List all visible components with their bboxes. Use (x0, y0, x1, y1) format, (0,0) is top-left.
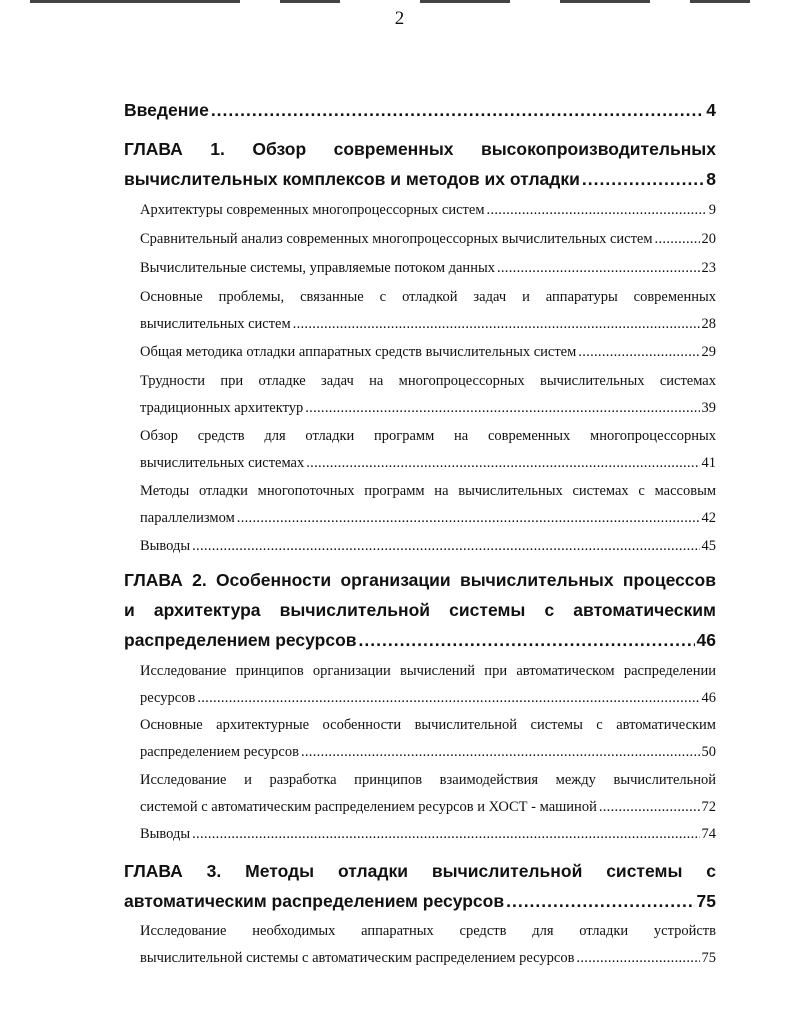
subentry-page: 74 (701, 826, 716, 842)
toc-chapter-3[interactable] (124, 856, 716, 916)
subentry-page: 9 (708, 202, 716, 218)
subentry-page: 28 (701, 316, 716, 332)
page-number: 2 (394, 8, 405, 29)
toc-entry-page: 46 (696, 630, 716, 650)
leader-dots (599, 794, 700, 821)
toc-entry-intro[interactable] (124, 95, 716, 125)
toc-subentry[interactable] (140, 918, 716, 972)
leader-dots (487, 197, 707, 224)
leader-dots (237, 505, 700, 532)
chapter-title-line: вычислительных комплексов и методов их отладки (124, 169, 580, 189)
leader-dots (576, 945, 699, 972)
scan-edge-mark (30, 0, 240, 3)
toc-subentry[interactable] (140, 658, 716, 712)
toc-entry-title: Введение (124, 100, 209, 120)
subentry-title: Сравнительный анализ современных многопроцессорных вычислительных систем (140, 231, 653, 247)
toc-subentry[interactable] (140, 226, 716, 253)
subentry-title: системой с автоматическим распределением ресурсов и ХОСТ - машиной (140, 799, 597, 815)
toc-subentry[interactable] (140, 478, 716, 532)
subentry-title-line: Основные архитектурные особенности вычислительной системы с автоматическим (140, 717, 716, 733)
chapter-title-line: распределением ресурсов (124, 630, 357, 650)
toc-subentry[interactable] (140, 712, 716, 766)
toc-subentry[interactable] (140, 339, 716, 366)
leader-dots (192, 533, 699, 560)
leader-dots (197, 685, 699, 712)
leader-dots (211, 95, 704, 125)
leader-dots (582, 164, 704, 194)
subentry-title: ресурсов (140, 690, 196, 706)
toc-entry-page: 4 (706, 100, 716, 120)
leader-dots (655, 226, 700, 253)
leader-dots (306, 450, 699, 477)
subentry-page: 20 (701, 231, 716, 247)
toc-chapter-2[interactable] (124, 565, 716, 655)
subentry-title-line: Трудности при отладке задач на многопроцессорных вычислительных системах (140, 373, 716, 389)
leader-dots (301, 739, 700, 766)
subentry-title: Выводы (140, 538, 191, 554)
chapter-title-line: и архитектура вычислительной системы с автоматическим (124, 600, 716, 620)
subentry-page: 72 (701, 799, 716, 815)
toc-subentry[interactable] (140, 423, 716, 477)
scan-edge-mark (280, 0, 340, 3)
subentry-title-line: Исследование необходимых аппаратных средств для отладки устройств (140, 923, 716, 939)
subentry-title: Общая методика отладки аппаратных средств вычислительных систем (140, 344, 577, 360)
subentry-page: 45 (701, 538, 716, 554)
chapter-title-line: ГЛАВА 3. Методы отладки вычислительной системы с (124, 861, 716, 881)
subentry-title: Выводы (140, 826, 191, 842)
subentry-title-line: Исследование принципов организации вычислений при автоматическом распределении (140, 663, 716, 679)
leader-dots (305, 395, 699, 422)
leader-dots (497, 255, 700, 282)
subentry-title: Вычислительные системы, управляемые потоком данных (140, 260, 495, 276)
subentry-title: Архитектуры современных многопроцессорных систем (140, 202, 485, 218)
subentry-title: вычислительных систем (140, 316, 291, 332)
leader-dots (192, 821, 699, 848)
scan-edge-mark (690, 0, 750, 3)
chapter-title-line: ГЛАВА 2. Особенности организации вычислительных процессов (124, 570, 716, 590)
toc-subentry[interactable] (140, 533, 716, 560)
subentry-title: традиционных архитектур (140, 400, 304, 416)
subentry-page: 29 (701, 344, 716, 360)
chapter-title-line: ГЛАВА 1. Обзор современных высокопроизводительных (124, 139, 716, 159)
subentry-title: вычислительных системах (140, 455, 305, 471)
subentry-page: 41 (701, 455, 716, 471)
toc-subentry[interactable] (140, 197, 716, 224)
toc-entry-page: 8 (706, 169, 716, 189)
toc-subentry[interactable] (140, 255, 716, 282)
toc-subentry[interactable] (140, 368, 716, 422)
subentry-page: 46 (701, 690, 716, 706)
toc-subentry[interactable] (140, 767, 716, 821)
subentry-page: 23 (701, 260, 716, 276)
scan-edge-mark (560, 0, 650, 3)
subentry-title-line: Обзор средств для отладки программ на современных многопроцессорных (140, 428, 716, 444)
toc-entry-page: 75 (696, 891, 716, 911)
subentry-title-line: Основные проблемы, связанные с отладкой задач и аппаратуры современных (140, 289, 716, 305)
leader-dots (506, 886, 694, 916)
subentry-page: 75 (701, 950, 716, 966)
subentry-page: 50 (701, 744, 716, 760)
toc-chapter-1[interactable] (124, 134, 716, 194)
leader-dots (359, 625, 695, 655)
subentry-title-line: Методы отладки многопоточных программ на вычислительных системах с массовым (140, 483, 716, 499)
subentry-title: параллелизмом (140, 510, 235, 526)
leader-dots (293, 311, 700, 338)
scan-edge-mark (420, 0, 510, 3)
leader-dots (578, 339, 699, 366)
subentry-title: вычислительной системы с автоматическим распределением ресурсов (140, 950, 575, 966)
toc-subentry[interactable] (140, 284, 716, 338)
chapter-title-line: автоматическим распределением ресурсов (124, 891, 505, 911)
subentry-title-line: Исследование и разработка принципов взаимодействия между вычислительной (140, 772, 716, 788)
subentry-title: распределением ресурсов (140, 744, 299, 760)
toc-subentry[interactable] (140, 821, 716, 848)
subentry-page: 42 (701, 510, 716, 526)
subentry-page: 39 (701, 400, 716, 416)
